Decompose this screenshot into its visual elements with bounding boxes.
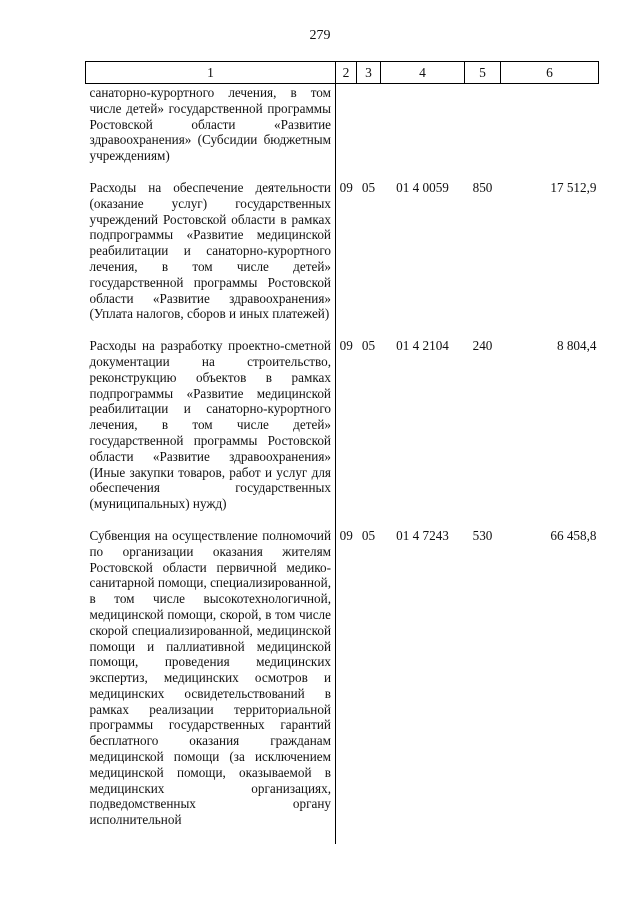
row-amount: 8 804,4 — [556, 338, 597, 354]
table-row — [86, 338, 599, 528]
column-header: 1 — [86, 62, 336, 84]
row-subsection-code: 05 — [361, 179, 376, 195]
row-amount: 17 512,9 — [550, 179, 597, 195]
column-header: 4 — [381, 62, 465, 84]
table-header-row — [86, 62, 599, 84]
row-subsection-code: 05 — [361, 527, 376, 543]
row-expense-type-code — [465, 84, 501, 180]
row-target-code: 01 4 0059 — [396, 179, 449, 195]
row-expense-type-code: 240 — [472, 338, 493, 354]
page-number: 279 — [309, 28, 331, 43]
table-row — [86, 180, 599, 338]
row-section-code — [336, 84, 357, 180]
column-header: 6 — [501, 62, 599, 84]
table-row — [86, 528, 599, 844]
row-target-code: 01 4 2104 — [396, 338, 449, 354]
row-expense-type-code: 530 — [472, 527, 493, 543]
row-target-code: 01 4 7243 — [396, 527, 449, 543]
row-target-code — [381, 84, 465, 180]
row-description: Расходы на обеспечение деятельности (оказание услуг) государственных учреждений Ростовской области в рамках подпрограммы «Развитие медицинской реабилитации и санаторно-курортного лечения, в том числе детей» государственной программы Ростовской области «Развитие здравоохранения» (Уплата налогов, сборов и иных платежей) — [86, 180, 336, 338]
budget-table — [85, 61, 599, 844]
row-amount — [501, 84, 599, 180]
row-section-code: 09 — [339, 338, 353, 354]
row-expense-type-code: 850 — [472, 179, 493, 195]
column-header: 2 — [336, 62, 357, 84]
row-section-code: 09 — [339, 527, 353, 543]
table-row — [86, 84, 599, 180]
column-header: 3 — [357, 62, 381, 84]
row-section-code: 09 — [339, 179, 353, 195]
row-subsection-code: 05 — [361, 338, 376, 354]
row-description: Расходы на разработку проектно-сметной документации на строительство, реконструкцию объектов в рамках подпрограммы «Развитие медицинской реабилитации и санаторно-курортного лечения, в том числе детей» государственной программы Ростовской области «Развитие здравоохранения» (Иные закупки товаров, работ и услуг для обеспечения государственных (муниципальных) нужд) — [86, 338, 336, 528]
row-description: санаторно-курортного лечения, в том числе детей» государственной программы Ростовской области «Развитие здравоохранения» (Субсидии бюджетным учреждениям) — [86, 84, 336, 180]
row-subsection-code — [357, 84, 381, 180]
row-description: Субвенция на осуществление полномочий по организации оказания жителям Ростовской области первичной медико-санитарной помощи, специализированной, в том числе высокотехнологичной, медицинской помощи, скорой, в том числе скорой специализированной, медицинской помощи и паллиативной медицинской помощи, проведения медицинских экспертиз, медицинских осмотров и медицинских освидетельствований в рамках реализации территориальной программы государственных гарантий бесплатного оказания гражданам медицинской помощи (за исключением медицинской помощи, оказываемой в медицинских организациях, подведомственных органу исполнительной — [86, 528, 336, 844]
row-amount: 66 458,8 — [550, 527, 597, 543]
column-header: 5 — [465, 62, 501, 84]
